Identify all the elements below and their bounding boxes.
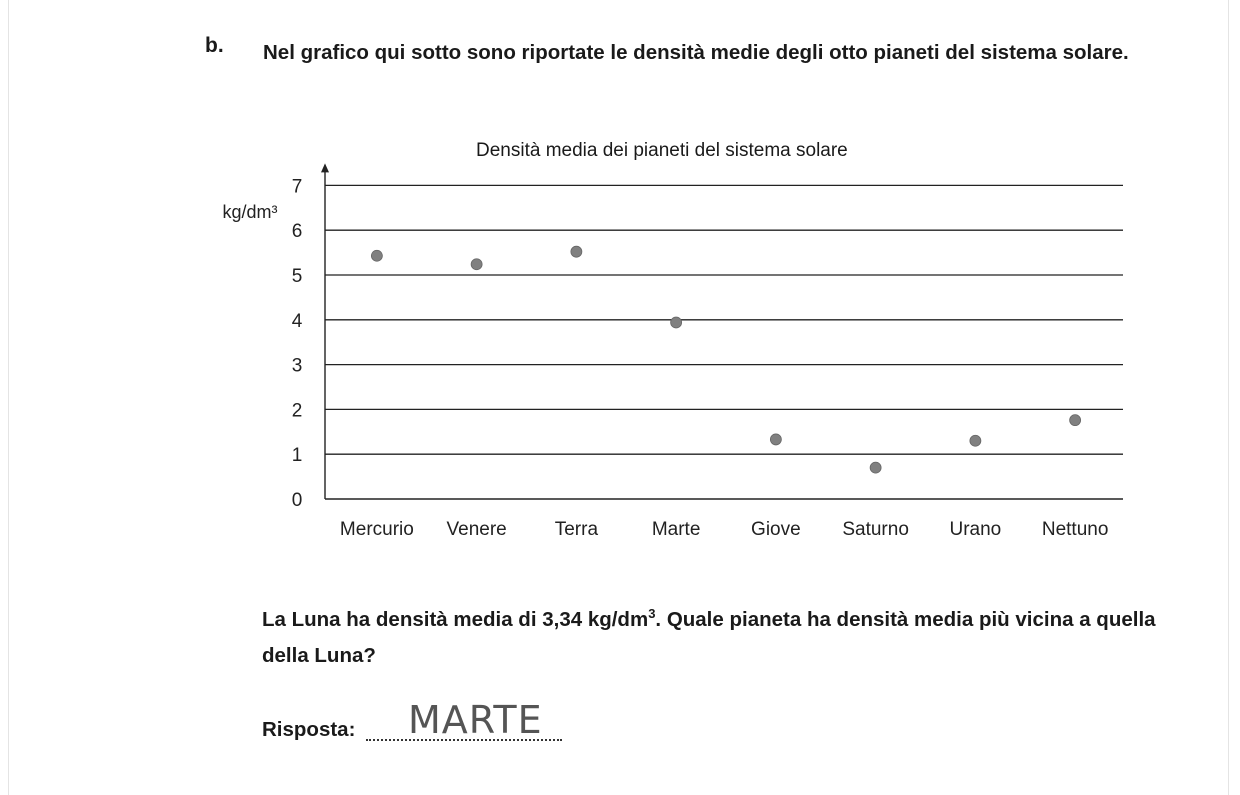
answer-label: Risposta: (262, 718, 356, 741)
x-tick-label: Giove (751, 519, 801, 540)
data-point (471, 259, 482, 270)
x-tick-label: Mercurio (339, 519, 414, 540)
question-text: Nel grafico qui sotto sono riportate le densità medie degli otto pianeti del sistema solare. (263, 41, 1129, 64)
data-point (970, 435, 981, 446)
followup-question (262, 596, 1162, 674)
y-tick-label: 3 (291, 355, 303, 377)
x-tick-label: Nettuno (1041, 519, 1109, 540)
data-point (870, 462, 881, 473)
chart-title: Densità media dei pianeti del sistema solare (476, 140, 848, 161)
x-tick-label: Marte (651, 519, 701, 540)
y-tick-label: 4 (291, 310, 303, 332)
y-axis-label: kg/dm³ (222, 202, 278, 222)
data-point (671, 317, 682, 328)
handwritten-answer: MARTE (408, 698, 543, 742)
x-tick-label: Terra (554, 519, 599, 540)
followup-text-before: La Luna ha densità media di 3,34 kg/dm (262, 607, 649, 631)
y-tick-label: 7 (291, 176, 303, 198)
y-tick-label: 2 (291, 400, 303, 422)
x-tick-label: Venere (446, 519, 507, 540)
y-axis-arrow (321, 163, 329, 172)
data-point (770, 434, 781, 445)
data-point (371, 250, 382, 261)
data-point (1070, 415, 1081, 426)
question-label: b. (205, 34, 224, 57)
followup-superscript: 3 (648, 606, 656, 621)
x-tick-label: Saturno (842, 519, 909, 540)
y-tick-label: 0 (291, 490, 303, 511)
data-point (571, 246, 582, 257)
x-tick-label: Urano (949, 519, 1002, 540)
followup-text-after: . Quale pianeta ha densità media più vicina a quella della Luna? (262, 607, 1156, 667)
y-tick-label: 1 (291, 445, 303, 467)
y-tick-label: 6 (291, 221, 303, 243)
y-tick-label: 5 (291, 266, 303, 287)
